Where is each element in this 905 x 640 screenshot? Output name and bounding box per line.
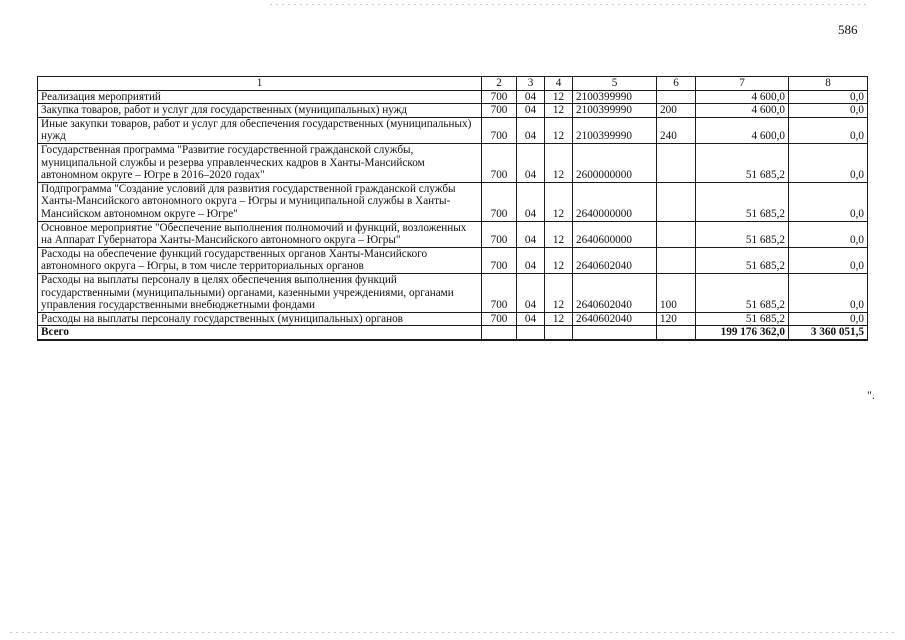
row-section: 04 (517, 221, 545, 247)
table-row (38, 182, 868, 221)
row-section: 04 (517, 182, 545, 221)
row-subsection: 12 (545, 182, 573, 221)
row-ministry-code: 700 (482, 221, 517, 247)
table-row (38, 104, 868, 118)
row-amount-subvention: 0,0 (789, 273, 868, 312)
row-name: Реализация мероприятий (38, 90, 482, 104)
row-name: Расходы на выплаты персоналу государственных (муниципальных) органов (38, 312, 482, 326)
row-amount-subvention: 0,0 (789, 221, 868, 247)
row-amount: 51 685,2 (696, 247, 789, 273)
row-expense-type: 200 (657, 104, 696, 118)
budget-table (37, 76, 868, 341)
total-amount: 199 176 362,0 (696, 326, 789, 340)
total-empty-cell (573, 326, 657, 340)
row-section: 04 (517, 312, 545, 326)
row-target-article: 2640000000 (573, 182, 657, 221)
scan-artifact-bottom (10, 632, 895, 633)
row-name: Расходы на выплаты персоналу в целях обеспечения выполнения функций государственными (муниципальными) органами, казенными учреждениями, органами управления государственными внебюджетными фондами (38, 273, 482, 312)
table-row (38, 90, 868, 104)
row-section: 04 (517, 104, 545, 118)
total-amount-subvention: 3 360 051,5 (789, 326, 868, 340)
row-ministry-code: 700 (482, 90, 517, 104)
total-label: Всего (38, 326, 482, 340)
row-ministry-code: 700 (482, 273, 517, 312)
row-subsection: 12 (545, 117, 573, 143)
row-amount: 51 685,2 (696, 273, 789, 312)
row-subsection: 12 (545, 221, 573, 247)
row-ministry-code: 700 (482, 182, 517, 221)
row-expense-type (657, 143, 696, 182)
total-empty-cell (657, 326, 696, 340)
row-name: Расходы на обеспечение функций государственных органов Ханты-Мансийского автономного округа – Югры, в том числе территориальных органов (38, 247, 482, 273)
row-ministry-code: 700 (482, 143, 517, 182)
header-cell-4: 4 (545, 77, 573, 91)
total-row (38, 326, 868, 340)
row-amount: 51 685,2 (696, 312, 789, 326)
row-amount: 4 600,0 (696, 117, 789, 143)
row-subsection: 12 (545, 104, 573, 118)
total-empty-cell (517, 326, 545, 340)
row-target-article: 2640602040 (573, 273, 657, 312)
row-ministry-code: 700 (482, 117, 517, 143)
table-row (38, 117, 868, 143)
row-target-article: 2100399990 (573, 117, 657, 143)
header-cell-7: 7 (696, 77, 789, 91)
table-header (38, 77, 868, 91)
row-name: Основное мероприятие "Обеспечение выполнения полномочий и функций, возложенных на Аппарат Губернатора Ханты-Мансийского автономного округа – Югры" (38, 221, 482, 247)
row-section: 04 (517, 117, 545, 143)
row-amount-subvention: 0,0 (789, 312, 868, 326)
header-cell-2: 2 (482, 77, 517, 91)
table-row (38, 221, 868, 247)
row-amount: 51 685,2 (696, 143, 789, 182)
row-name: Иные закупки товаров, работ и услуг для обеспечения государственных (муниципальных) нужд (38, 117, 482, 143)
row-amount-subvention: 0,0 (789, 182, 868, 221)
header-cell-6: 6 (657, 77, 696, 91)
scan-artifact-top (270, 4, 870, 5)
row-subsection: 12 (545, 143, 573, 182)
row-subsection: 12 (545, 312, 573, 326)
row-target-article: 2600000000 (573, 143, 657, 182)
row-amount-subvention: 0,0 (789, 117, 868, 143)
row-amount-subvention: 0,0 (789, 104, 868, 118)
row-target-article: 2640602040 (573, 247, 657, 273)
row-amount: 51 685,2 (696, 182, 789, 221)
row-ministry-code: 700 (482, 104, 517, 118)
total-empty-cell (545, 326, 573, 340)
table-row (38, 312, 868, 326)
row-section: 04 (517, 143, 545, 182)
row-subsection: 12 (545, 247, 573, 273)
row-expense-type: 240 (657, 117, 696, 143)
row-expense-type (657, 221, 696, 247)
row-subsection: 12 (545, 273, 573, 312)
header-cell-8: 8 (789, 77, 868, 91)
row-amount: 4 600,0 (696, 90, 789, 104)
total-empty-cell (482, 326, 517, 340)
row-subsection: 12 (545, 90, 573, 104)
row-name: Подпрограмма "Создание условий для развития государственной гражданской службы Ханты-Мансийского автономного округа – Югры и муниципальной службы в Ханты-Мансийском автономном округе – Югре" (38, 182, 482, 221)
row-expense-type (657, 182, 696, 221)
row-target-article: 2100399990 (573, 90, 657, 104)
row-expense-type: 120 (657, 312, 696, 326)
row-expense-type: 100 (657, 273, 696, 312)
header-cell-5: 5 (573, 77, 657, 91)
row-amount: 51 685,2 (696, 221, 789, 247)
closing-quote-mark: ". (867, 388, 875, 402)
header-cell-1: 1 (38, 77, 482, 91)
table-row (38, 143, 868, 182)
row-amount: 4 600,0 (696, 104, 789, 118)
row-name: Государственная программа "Развитие государственной гражданской службы, муниципальной службы и резерва управленческих кадров в Ханты-Мансийском автономном округе – Югре в 2016–2020 годах" (38, 143, 482, 182)
row-ministry-code: 700 (482, 312, 517, 326)
row-target-article: 2640602040 (573, 312, 657, 326)
page-number: 586 (838, 22, 858, 37)
row-ministry-code: 700 (482, 247, 517, 273)
row-expense-type (657, 247, 696, 273)
header-row (38, 77, 868, 91)
row-name: Закупка товаров, работ и услуг для государственных (муниципальных) нужд (38, 104, 482, 118)
row-amount-subvention: 0,0 (789, 90, 868, 104)
header-cell-3: 3 (517, 77, 545, 91)
row-amount-subvention: 0,0 (789, 247, 868, 273)
table-row (38, 247, 868, 273)
row-target-article: 2100399990 (573, 104, 657, 118)
table-row (38, 273, 868, 312)
row-section: 04 (517, 247, 545, 273)
table-body (38, 90, 868, 340)
row-amount-subvention: 0,0 (789, 143, 868, 182)
row-section: 04 (517, 273, 545, 312)
row-target-article: 2640600000 (573, 221, 657, 247)
row-section: 04 (517, 90, 545, 104)
row-expense-type (657, 90, 696, 104)
